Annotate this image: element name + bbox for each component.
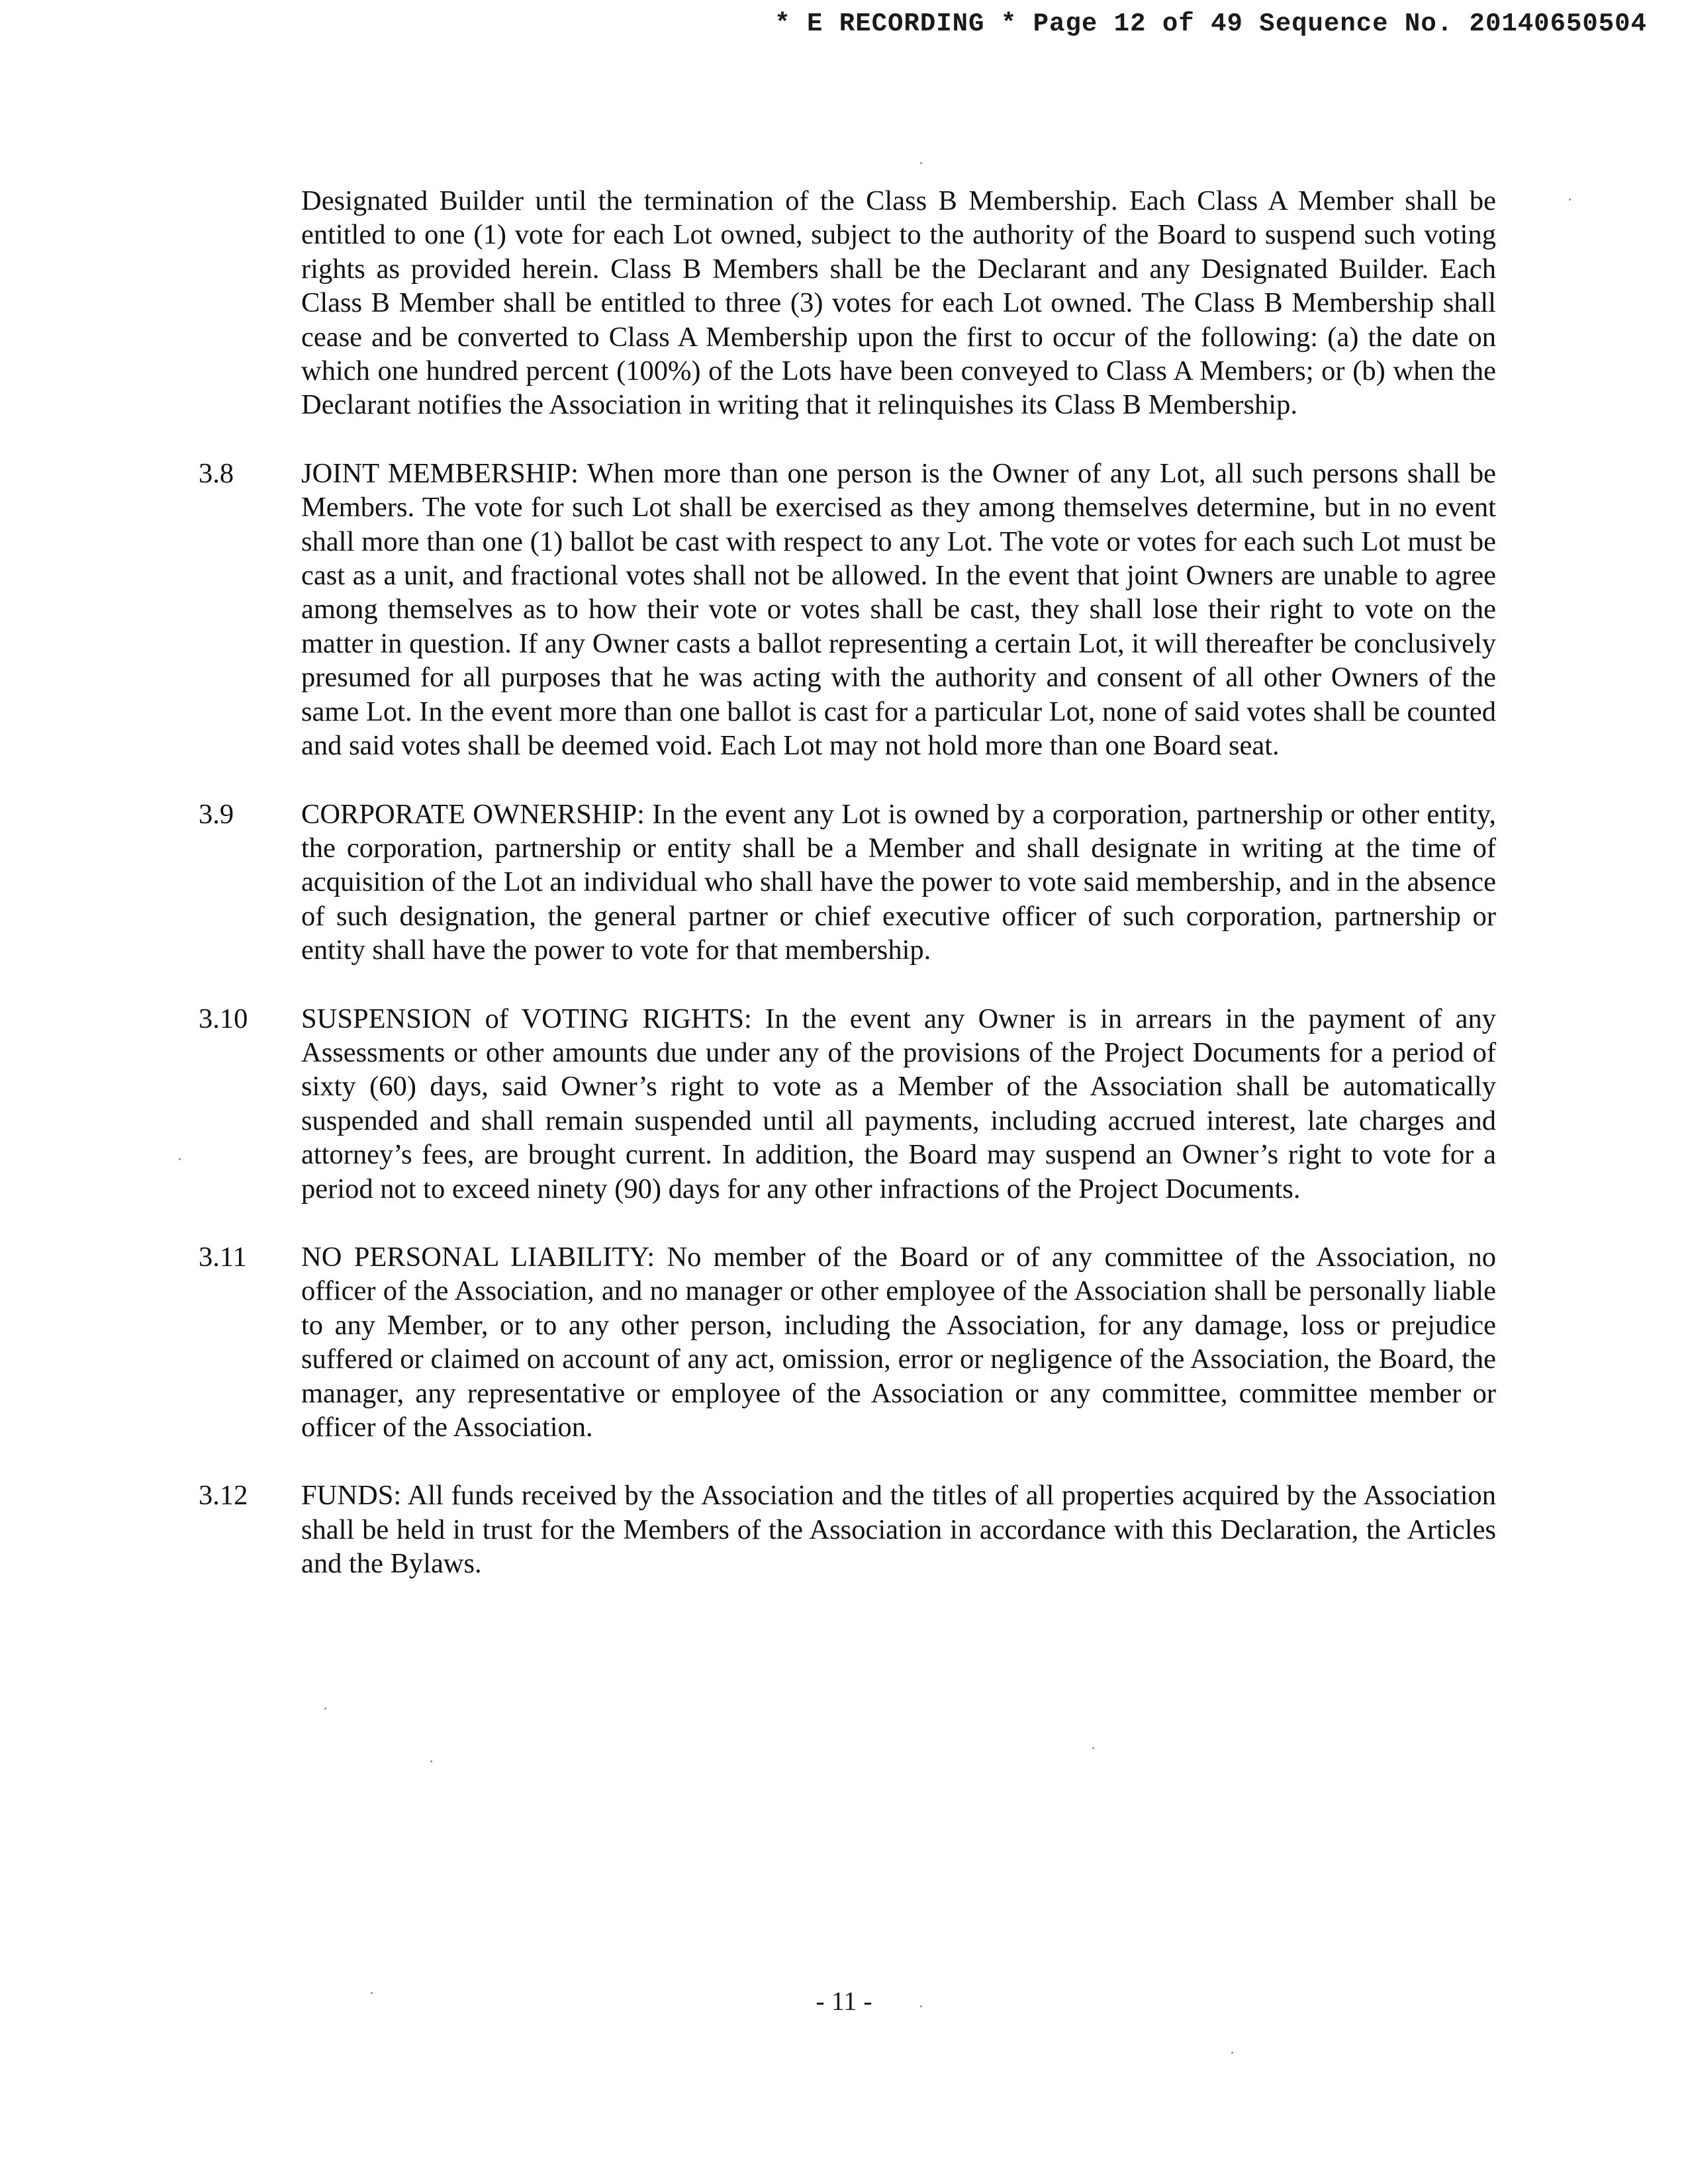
scan-speck xyxy=(1231,2052,1233,2054)
section-3-12 xyxy=(199,1479,1496,1580)
section-number: 3.8 xyxy=(199,457,234,489)
section-text: JOINT MEMBERSHIP: When more than one person is the Owner of any Lot, all such persons shall be Members. The vote for such Lot shall be exercised as they among themselves determine, but in no event shall more than one (1) ballot be cast with respect to any Lot. The vote or votes for each such Lot must be cast as a unit, and fractional votes shall not be allowed. In the event that joint Owners are unable to agree among themselves as to how their vote or votes shall be cast, they shall lose their right to vote on the matter in question. If any Owner casts a ballot representing a certain Lot, it will thereafter be conclusively presumed for all purposes that he was acting with the authority and consent of all other Owners of the same Lot. In the event more than one ballot is cast for a particular Lot, none of said votes shall be counted and said votes shall be deemed void. Each Lot may not hold more than one Board seat. xyxy=(301,457,1496,762)
section-3-9 xyxy=(199,797,1496,968)
recording-stamp: * E RECORDING * Page 12 of 49 Sequence No. 20140650504 xyxy=(774,9,1647,38)
scan-speck xyxy=(1569,199,1571,201)
page-number: - 11 - xyxy=(816,1986,872,2016)
section-number: 3.12 xyxy=(199,1480,248,1512)
scan-speck xyxy=(179,1158,181,1160)
section-3-11 xyxy=(199,1240,1496,1444)
scan-speck xyxy=(1092,1747,1094,1749)
section-text: CORPORATE OWNERSHIP: In the event any Lot is owned by a corporation, partnership or other entity, the corporation, partnership or entity shall be a Member and shall designate in writing at the time of acquisition of the Lot an individual who shall have the power to vote said membership, and in the absence of such designation, the general partner or chief executive officer of such corporation, partnership or entity shall have the power to vote for that membership. xyxy=(301,798,1496,966)
section-text: SUSPENSION of VOTING RIGHTS: In the event any Owner is in arrears in the payment of any Assessments or other amounts due under any of the provisions of the Project Documents for a period of sixty (60) days, said Owner’s right to vote as a Member of the Association shall be automatically suspended and shall remain suspended until all payments, including accrued interest, late charges and attorney’s fees, are brought current. In addition, the Board may suspend an Owner’s right to vote for a period not to exceed ninety (90) days for any other infractions of the Project Documents. xyxy=(301,1003,1496,1205)
section-number: 3.9 xyxy=(199,798,234,830)
scan-speck xyxy=(920,162,922,164)
section-text: FUNDS: All funds received by the Association and the titles of all properties acquired by the Association shall be held in trust for the Members of the Association in accordance with this Declaration, the Articles and the Bylaws. xyxy=(301,1480,1496,1580)
scan-speck xyxy=(920,2005,922,2007)
section-number: 3.11 xyxy=(199,1241,247,1273)
section-text: NO PERSONAL LIABILITY: No member of the Board or of any committee of the Association, no officer of the Association, and no manager or other employee of the Association shall be personally liable to any Member, or to any other person, including the Association, for any damage, loss or prejudice suffered or claimed on account of any act, omission, error or negligence of the Association, the Board, the manager, any representative or employee of the Association or any committee, committee member or officer of the Association. xyxy=(301,1241,1496,1443)
section-number: 3.10 xyxy=(199,1003,248,1034)
scan-speck xyxy=(430,1760,432,1762)
scan-speck xyxy=(371,1992,373,1994)
document-body xyxy=(199,184,1496,1581)
scan-speck xyxy=(324,1707,326,1709)
intro-paragraph: Designated Builder until the termination of the Class B Membership. Each Class A Member shall be entitled to one (1) vote for each Lot owned, subject to the authority of the Board to suspend such voting rights as provided herein. Class B Members shall be the Declarant and any Designated Builder. Each Class B Member shall be entitled to three (3) votes for each Lot owned. The Class B Membership shall cease and be converted to Class A Membership upon the first to occur of the following: (a) the date on which one hundred percent (100%) of the Lots have been conveyed to Class A Members; or (b) when the Declarant notifies the Association in writing that it relinquishes its Class B Membership. xyxy=(301,185,1496,421)
section-3-8 xyxy=(199,457,1496,763)
section-3-10 xyxy=(199,1002,1496,1206)
